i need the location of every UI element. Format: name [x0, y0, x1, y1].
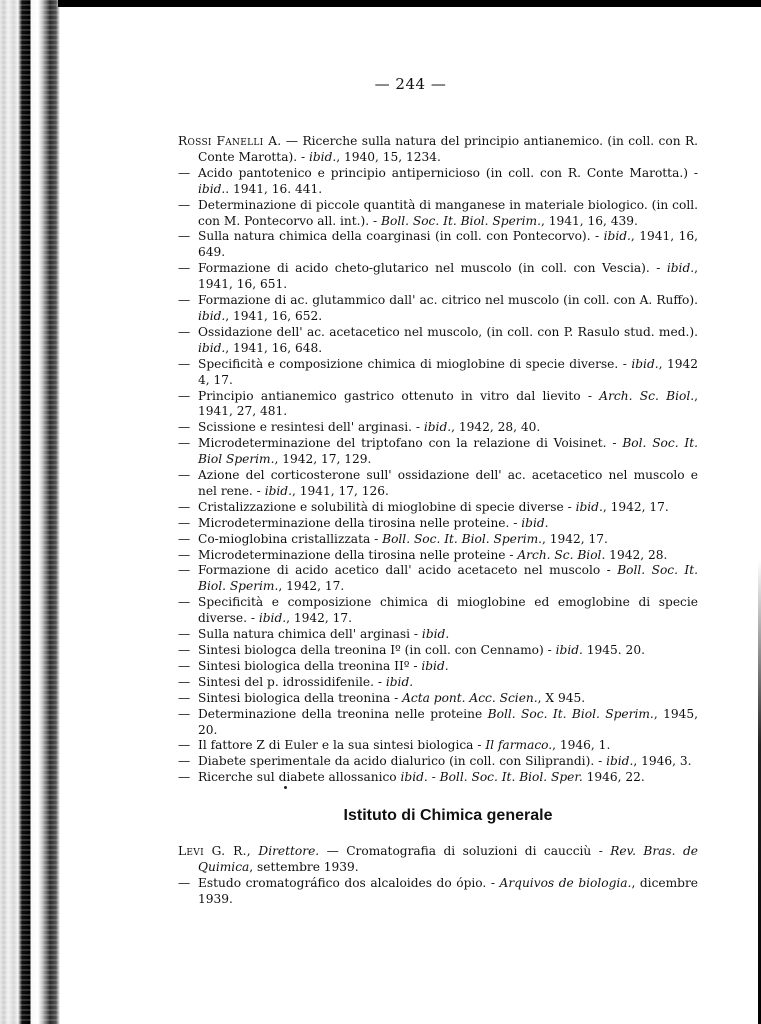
entry-title: Microdeterminazione della tirosina nelle proteine - [198, 547, 518, 562]
entry-journal: Boll. Soc. It. Biol. Sperim. [381, 213, 541, 228]
entry-journal: ibid. [258, 611, 287, 626]
entry-reference: , settembre 1939. [249, 859, 359, 874]
entry-title: Formazione di ac. glutammico dall' ac. citrico nel muscolo (in coll. con A. Ruffo). [198, 293, 698, 308]
entry-reference: , 1942, 17. [602, 499, 669, 514]
entry-reference: , 1946, 1. [552, 738, 611, 753]
bibliography-entry [178, 627, 698, 643]
entry-journal: Boll. Soc. It. Biol. Sperim. [382, 531, 543, 546]
bibliography-entry [178, 659, 698, 675]
entry-journal: Boll. Soc. It. Biol. Sperim. [487, 706, 654, 721]
entry-journal: ibid. [423, 420, 452, 435]
entry-dash: — [178, 388, 191, 403]
entry-journal: Bol. Soc. It. Biol Sperim. [198, 436, 698, 467]
entry-dash: — [178, 324, 191, 339]
entry-title: Determinazione della treonina nelle proteine [198, 706, 488, 721]
entry-title: Sulla natura chimica della coarginasi (in coll. con Pontecorvo). - [198, 229, 604, 244]
entry-reference: , 1942 4, 17. [198, 356, 699, 387]
entry-title: Estudo cromatográfico dos alcaloides do ópio. - [198, 875, 500, 890]
bibliography-entry [178, 134, 698, 166]
entry-dash: — [178, 563, 191, 578]
entry-reference: 1942, 28. [605, 547, 668, 562]
bibliography-entry [178, 643, 698, 659]
entry-dash: — [178, 674, 191, 689]
entry-reference: 1946, 22. [582, 770, 645, 785]
entry-journal: ibid. - Boll. Soc. It. Biol. Sper. [400, 770, 583, 785]
entry-reference: . 1941, 16. 441. [225, 181, 323, 196]
entry-journal: Arquivos de biologia. [499, 875, 632, 890]
entry-journal: ibid. [421, 658, 449, 673]
entry-reference: , 1941, 16, 652. [225, 308, 323, 323]
bibliography-entry [178, 675, 698, 691]
entry-title: Sintesi biologica della treonina IIº - [198, 658, 422, 673]
entry-dash: — [178, 261, 191, 276]
entry-reference: , 1942, 17. [286, 611, 353, 626]
entry-dash: — [178, 643, 191, 657]
entry-dash: — [178, 738, 191, 753]
entry-reference: , 1941, 16, 651. [198, 261, 698, 292]
bibliography-entry [178, 548, 698, 564]
entry-journal: ibid. [575, 499, 603, 514]
entry-author: Levi G. R., [178, 844, 251, 859]
bibliography-entry [178, 261, 698, 293]
page-number: — 244 — [374, 75, 447, 93]
entry-reference: , 1945, 20. [198, 706, 699, 737]
entry-title: Cromatografia di soluzioni di caucciù - [346, 844, 611, 859]
bibliography-entry [178, 754, 698, 770]
entry-title: Microdeterminazione della tirosina nelle proteine. - [198, 515, 522, 530]
bibliography-entry [178, 707, 698, 739]
entry-title: Diabete sperimentale da acido dialurico (in coll. con Siliprandi). - [198, 754, 607, 769]
entry-reference: , 1946, 3. [633, 754, 692, 769]
entry-reference: , X 945. [537, 690, 586, 705]
entry-separator: — [281, 134, 303, 148]
entry-title: Specificità e composizione chimica di mioglobine di specie diverse. - [198, 356, 632, 371]
entry-journal: Arch. Sc. Biol. [517, 547, 606, 562]
entry-journal: ibid. [198, 181, 226, 196]
bibliography-entry [178, 198, 698, 230]
entry-journal: Rev. Bras. de Quimica [198, 844, 699, 874]
page-content [178, 134, 698, 908]
entry-reference: , dicembre 1939. [198, 875, 699, 906]
bibliography-entry [178, 325, 698, 357]
entry-separator: — [319, 844, 347, 859]
entry-title: Cristalizzazione e solubilità di mioglobine di specie diverse - [198, 499, 576, 514]
entry-journal: ibid. [555, 643, 583, 657]
entry-journal: Boll. Soc. It. Biol. Sperim. [198, 563, 698, 594]
bibliography-entry [178, 770, 698, 786]
entry-title: Sintesi biologica della treonina - [198, 690, 403, 705]
entry-dash: — [178, 293, 191, 308]
entry-title: Ricerche sulla natura del principio antianemico. (in coll. con R. Conte Marotta). - [198, 134, 699, 164]
entry-reference: , 1942, 28, 40. [451, 420, 541, 435]
bibliography-entry [178, 229, 698, 261]
entry-dash: — [178, 595, 191, 610]
entry-journal: Il farmaco. [485, 738, 553, 753]
entry-journal: Arch. Sc. Biol. [599, 388, 695, 403]
entry-dash: — [178, 165, 191, 180]
entry-reference: 1945. 20. [582, 643, 645, 657]
entry-title: Ossidazione dell' ac. acetacetico nel muscolo, (in coll. con P. Rasulo stud. med.). [198, 324, 698, 339]
scan-top-border [58, 0, 761, 7]
entry-dash: — [178, 229, 191, 244]
entry-journal: Acta pont. Acc. Scien. [402, 690, 538, 705]
bibliography-entry [178, 563, 698, 595]
entry-title: Specificità e composizione chimica di mioglobine ed emoglobine di specie diverse. - [198, 595, 698, 626]
entry-title: Formazione di acido acetico dall' acido acetaceto nel muscolo - [198, 563, 618, 578]
entry-journal: ibid. [666, 261, 695, 276]
entry-title: Scissione e resintesi dell' arginasi. - [198, 420, 424, 435]
bibliography-entry [178, 500, 698, 516]
entry-reference: , 1941, 17, 126. [291, 483, 389, 498]
bibliography-entry [178, 468, 698, 500]
entry-reference: , 1942, 17. [542, 531, 608, 546]
entry-title: Formazione di acido cheto-glutarico nel muscolo (in coll. con Vescia). - [198, 261, 667, 276]
entry-title: Ricerche sul diabete allossanico [198, 770, 401, 785]
entry-title: Microdeterminazione del triptofano con la relazione di Voisinet. - [198, 436, 623, 451]
entry-dash: — [178, 420, 191, 435]
bibliography-entry [178, 595, 698, 627]
entry-journal: ibid. [421, 627, 450, 642]
entry-journal: ibid. [198, 340, 226, 355]
entry-dash: — [178, 770, 191, 785]
bibliography-entry [178, 166, 698, 198]
entry-journal: ibid. [198, 308, 226, 323]
entry-dash: — [178, 356, 191, 371]
entry-dash: — [178, 875, 191, 890]
bibliography-entry [178, 876, 698, 908]
entry-journal: ibid. [385, 674, 414, 689]
entry-dash: — [178, 706, 191, 721]
bibliography-entry [178, 389, 698, 421]
bibliography-entry [178, 738, 698, 754]
entry-title: Sulla natura chimica dell' arginasi - [198, 627, 422, 642]
bibliography-entry [178, 420, 698, 436]
entry-title: Co-mioglobina cristallizzata - [198, 531, 383, 546]
entry-dash: — [178, 531, 191, 546]
entry-journal: ibid. [264, 483, 292, 498]
entry-role: Direttore. [258, 844, 320, 859]
bibliography-entry [178, 532, 698, 548]
entry-reference: , 1941, 16, 439. [540, 213, 638, 228]
entry-title: Sintesi biologca della treonina Iº (in coll. con Cennamo) - [198, 643, 556, 657]
print-speck [284, 786, 287, 789]
bibliography-rossi-fanelli [178, 134, 698, 786]
entry-dash: — [178, 754, 191, 769]
entry-journal: ibid. [521, 515, 549, 530]
bibliography-entry [178, 436, 698, 468]
section-title: Istituto di Chimica generale [343, 807, 553, 825]
entry-reference: , 1941, 16, 648. [225, 340, 323, 355]
bibliography-levi [178, 844, 698, 908]
entry-title: Sintesi del p. idrossidifenile. - [198, 674, 386, 689]
entry-dash: — [178, 690, 191, 705]
entry-dash: — [178, 515, 191, 530]
entry-dash: — [178, 658, 191, 673]
entry-journal: ibid. [606, 754, 634, 769]
entry-reference: , 1941, 16, 649. [198, 229, 698, 260]
entry-title: Principio antianemico gastrico ottenuto in vitro dal lievito - [198, 388, 600, 403]
entry-author: Rossi Fanelli A. [178, 134, 282, 148]
binding-texture [0, 0, 60, 1024]
bibliography-entry [178, 516, 698, 532]
entry-dash: — [178, 197, 191, 212]
entry-title: Determinazione di piccole quantità di manganese in materiale biologico. (in coll. con M. Pontecorvo all. int.). - [198, 197, 698, 228]
entry-reference: , 1942, 17. [278, 579, 345, 594]
entry-journal: ibid. [603, 229, 631, 244]
entry-journal: ibid. [308, 149, 337, 164]
bibliography-entry [178, 691, 698, 707]
entry-title: Acido pantotenico e principio antipernicioso (in coll. con R. Conte Marotta.) - [198, 165, 698, 180]
entry-title: Il fattore Z di Euler e la sua sintesi biologica - [198, 738, 486, 753]
entry-reference: , 1942, 17, 129. [274, 452, 372, 467]
entry-journal: ibid. [631, 356, 659, 371]
bibliography-entry [178, 357, 698, 389]
bibliography-entry [178, 844, 698, 876]
entry-dash: — [178, 468, 191, 483]
entry-dash: — [178, 436, 191, 451]
entry-reference: , 1941, 27, 481. [198, 388, 698, 419]
bibliography-entry [178, 293, 698, 325]
entry-reference: , 1940, 15, 1234. [336, 149, 441, 164]
entry-dash: — [178, 499, 191, 514]
entry-dash: — [178, 627, 191, 642]
entry-title: Azione del corticosterone sull' ossidazione dell' ac. acetacetico nel muscolo e nel rene. - [198, 468, 698, 498]
entry-dash: — [178, 547, 191, 562]
